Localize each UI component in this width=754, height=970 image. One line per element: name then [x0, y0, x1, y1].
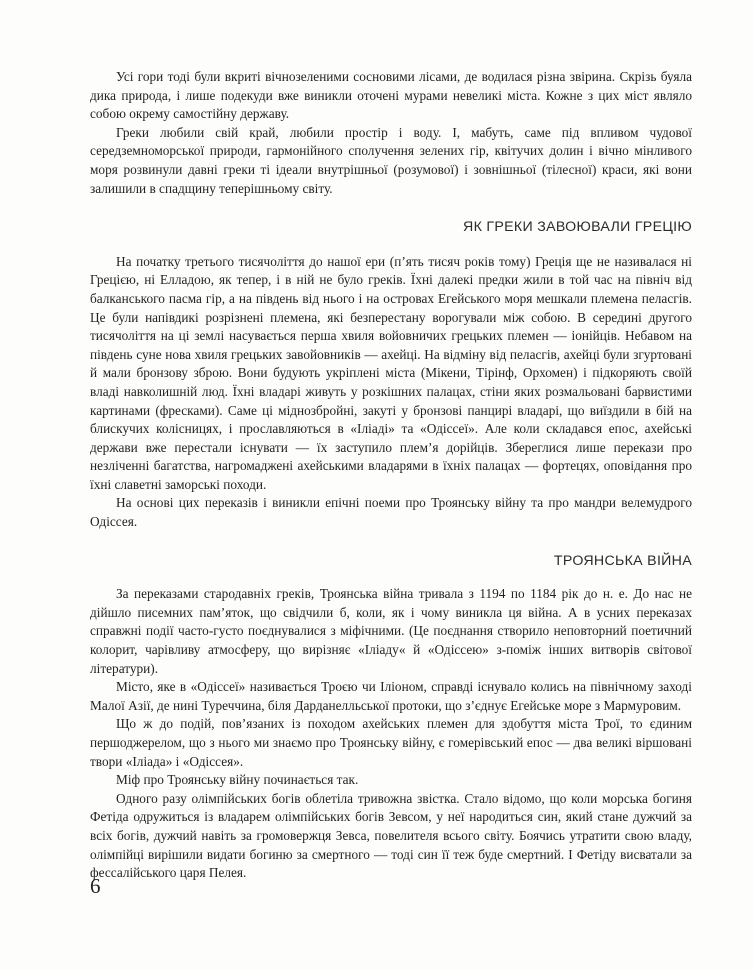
- paragraph: Міф про Троянську війну починається так.: [116, 772, 359, 788]
- paragraph: Усі гори тоді були вкриті вічнозеленими сосновими лісами, де водилася різна звірина. Скрізь буяла дика природа, і лише подекуди вже виникли оточені мурами невеликі міста. Кожне з цих міст являло собою окрему самостійну державу.: [90, 69, 692, 122]
- paragraph: Греки любили свій край, любили простір і воду. І, мабуть, саме під впливом чудової середземноморської природи, гармонійного сполучення зелених гір, квітучих долин і вічно мінливого моря розвинули давні греки ті ідеали внутрішньої (розумової) і зовнішньої (тілесної) краси, які вони залишили в спадщину теперішньому світу.: [90, 124, 692, 196]
- section-heading: ЯК ГРЕКИ ЗАВОЮВАЛИ ГРЕЦІЮ: [463, 219, 692, 236]
- page-number: 6: [90, 874, 101, 898]
- paragraph: На початку третього тисячоліття до нашої ери (п’ять тисяч років тому) Греція ще не називалася ні Грецією, ні Елладою, як тепер, і в ній не було греків. Їхні далекі предки жили в той час на північ від балканського пасма гір, а на південь від нього і на островах Егейського моря мешкали племена пеласгів. Це були напівдикі розрізнені племена, які безперестану ворогували між собою. В середині другого тисячоліття на ці землі насувається перша хвиля войовничих грецьких племен — іонійців. Небавом на південь суне нова хвиля грецьких завойовників — ахейці. На відміну від пеласгів, ахейці були згуртовані й мали бронзову зброю. Вони будують укріплені міста (Мікени, Тірінф, Орхомен) і підкоряють своїй владі навколишній люд. Їхні владарі живуть у розкішних палацах, стіни яких розмальовані барвистими картинами (фресками). Саме ці міднозбройні, закуті у бронзові панцирі владарі, що виїздили в бій на блискучих колісницях, і прославляються в «Іліаді» та «Одіссеї». Але коли складався епос, ахейські держави вже перестали існувати — їх заступило плем’я дорійців. Збереглися лише перекази про незліченні багатства, нагромаджені ахейськими владарями в їхніх палацах — фортецях, оповідання про їхні славетні заморські походи.: [90, 253, 692, 492]
- paragraph: На основі цих переказів і виникли епічні поеми про Троянську війну та про мандри велемудрого Одіссея.: [90, 495, 692, 530]
- section-heading: ТРОЯНСЬКА ВІЙНА: [553, 552, 692, 569]
- paragraph: Що ж до подій, пов’язаних із походом ахейських племен для здобуття міста Трої, то єдиним першоджерелом, що з нього ми знаємо про Троянську війну, є гомерівський епос — два великі віршовані твори «Іліада» і «Одіссея».: [90, 716, 692, 769]
- paragraph: Одного разу олімпійських богів облетіла тривожна звістка. Стало відомо, що коли морська богиня Фетіда одружиться із владарем олімпійських богів Зевсом, у неї народиться син, який стане дужчий за всіх богів, дужчий навіть за громовержця Зевса, повелителя всього світу. Боячись утратити свою владу, олімпійці вирішили видати богиню за смертного — тоді син її теж буде смертний. І Фетіду висватали за фессалійського царя Пелея.: [90, 790, 692, 881]
- page-body: [90, 68, 692, 883]
- paragraph: Місто, яке в «Одіссеї» називається Троєю чи Іліоном, справді існувало колись на північному заході Малої Азії, де нині Туреччина, біля Дарданелльської протоки, що з’єднує Егейське море з Мармуровим.: [90, 679, 692, 713]
- paragraph: За переказами стародавніх греків, Троянська війна тривала з 1194 по 1184 рік до н. е. До нас не дійшло писемних пам’яток, що свідчили б, коли, як і чому виникла ця війна. А в усних переказах справжні події часто-густо поєднувалися з міфічними. (Це поєднання створило неповторний поетичний колорит, чарівливу атмосферу, що вирізняє «Іліаду« й «Одіссею» з-поміж інших витворів світової літератури).: [90, 586, 692, 676]
